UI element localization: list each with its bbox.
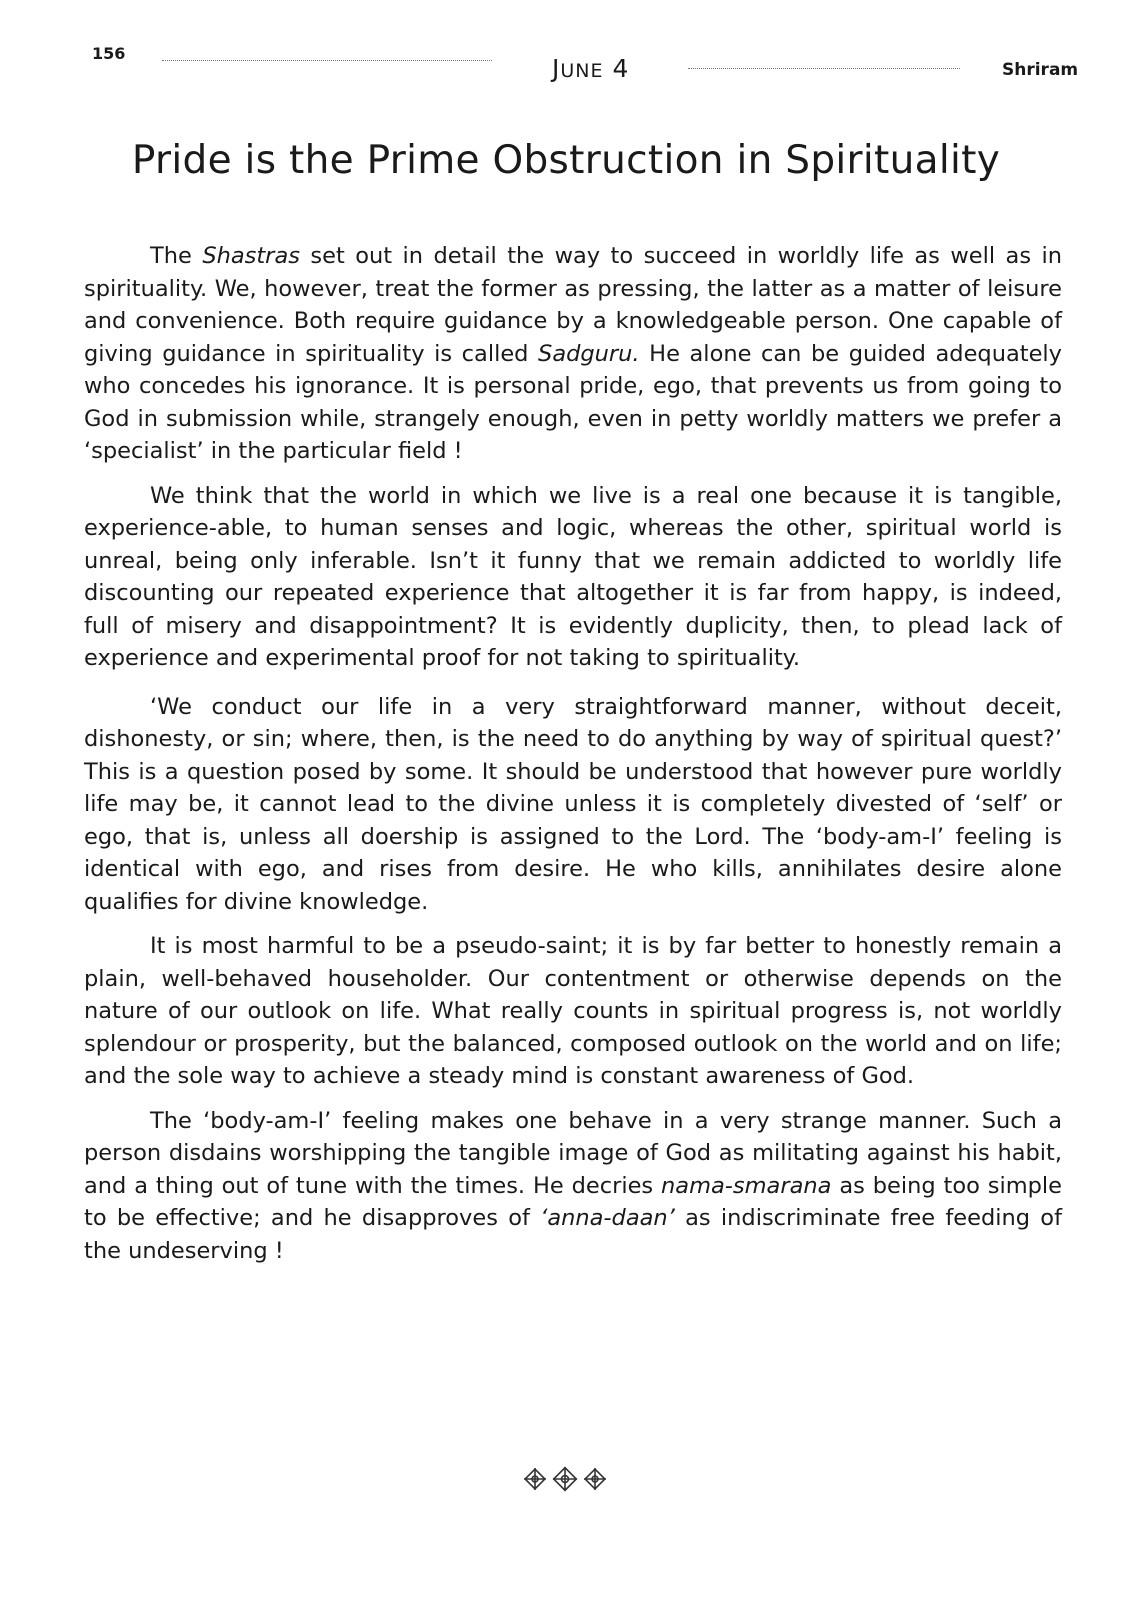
header-dotted-rule-right <box>688 68 960 69</box>
body-text <box>84 240 1062 1279</box>
chapter-title: Pride is the Prime Obstruction in Spirituality <box>131 138 1001 183</box>
paragraph-5-text-c: as indiscriminate free feeding of the undeserving ! <box>84 1205 1062 1264</box>
paragraph-5 <box>84 1105 1062 1268</box>
paragraph-1-text-b: set out in detail the way to succeed in worldly life as well as in spirituality. We, however, treat the former as pressing, the latter as a matter of leisure and convenience. Both require guidance by a knowledgeable person. One capable of giving guidance in spirituality is called <box>84 243 1063 367</box>
paragraph-1-italic-a: Shastras <box>202 243 300 269</box>
date-initial: J <box>552 54 561 83</box>
paragraph-1 <box>84 240 1062 468</box>
paragraph-5-text-a: The ‘body-am-I’ feeling makes one behave in a very strange manner. Such a person disdains worshipping the tangible image of God as militating against his habit, and a thing out of tune with the times. He decries <box>84 1107 1062 1199</box>
running-head: Shriram <box>1002 60 1079 80</box>
page-number: 156 <box>92 44 126 63</box>
date-heading <box>552 54 629 83</box>
date-day: 4 <box>612 54 630 83</box>
triple-knot-ornament-icon <box>520 1462 610 1496</box>
paragraph-3: ‘We conduct our life in a very straightforward manner, without deceit, dishonesty, or sin; where, then, is the need to do anything by way of spiritual quest?’ This is a question posed by some. It should be understood that however pure worldly life may be, it cannot lead to the divine unless it is completely divested of ‘self’ or ego, that is, unless all doership is assigned to the Lord. The ‘body-am-I’ feeling is identical with ego, and rises from desire. He who kills, annihilates desire alone qualifies for divine knowledge. <box>84 693 1062 915</box>
header-dotted-rule-left <box>162 60 492 61</box>
paragraph-1-italic-b: Sadguru. <box>538 340 640 367</box>
paragraph-5-text-b: as being too simple to be effective; and he disapproves of <box>84 1172 1062 1231</box>
paragraph-5-italic-b: ‘anna-daan’ <box>540 1205 675 1231</box>
paragraph-4: It is most harmful to be a pseudo-saint; it is by far better to honestly remain a plain, well-behaved householder. Our contentment or otherwise depends on the nature of our outlook on life. What really counts in spiritual progress is, not worldly splendour or prosperity, but the balanced, composed outlook on the world and on life; and the sole way to achieve a steady mind is constant awareness of God. <box>84 933 1062 1089</box>
paragraph-1-text-a: The <box>150 243 203 269</box>
paragraph-2: We think that the world in which we live is a real one because it is tangible, experience-able, to human senses and logic, whereas the other, spiritual world is unreal, being only inferable. Isn’t it funny that we remain addicted to worldly life discounting our repeated experience that altogether it is far from happy, is indeed, full of misery and disappointment? It is evidently duplicity, then, to plead lack of experience and experimental proof for not taking to spirituality. <box>84 482 1062 671</box>
paragraph-1-text-c: He alone can be guided adequately who concedes his ignorance. It is personal pride, ego, that prevents us from going to God in submission while, strangely enough, even in petty worldly matters we prefer a ‘specialist’ in the particular field ! <box>84 340 1062 464</box>
paragraph-5-italic-a: nama-smarana <box>661 1172 832 1199</box>
date-month-rest: UNE <box>560 60 604 82</box>
